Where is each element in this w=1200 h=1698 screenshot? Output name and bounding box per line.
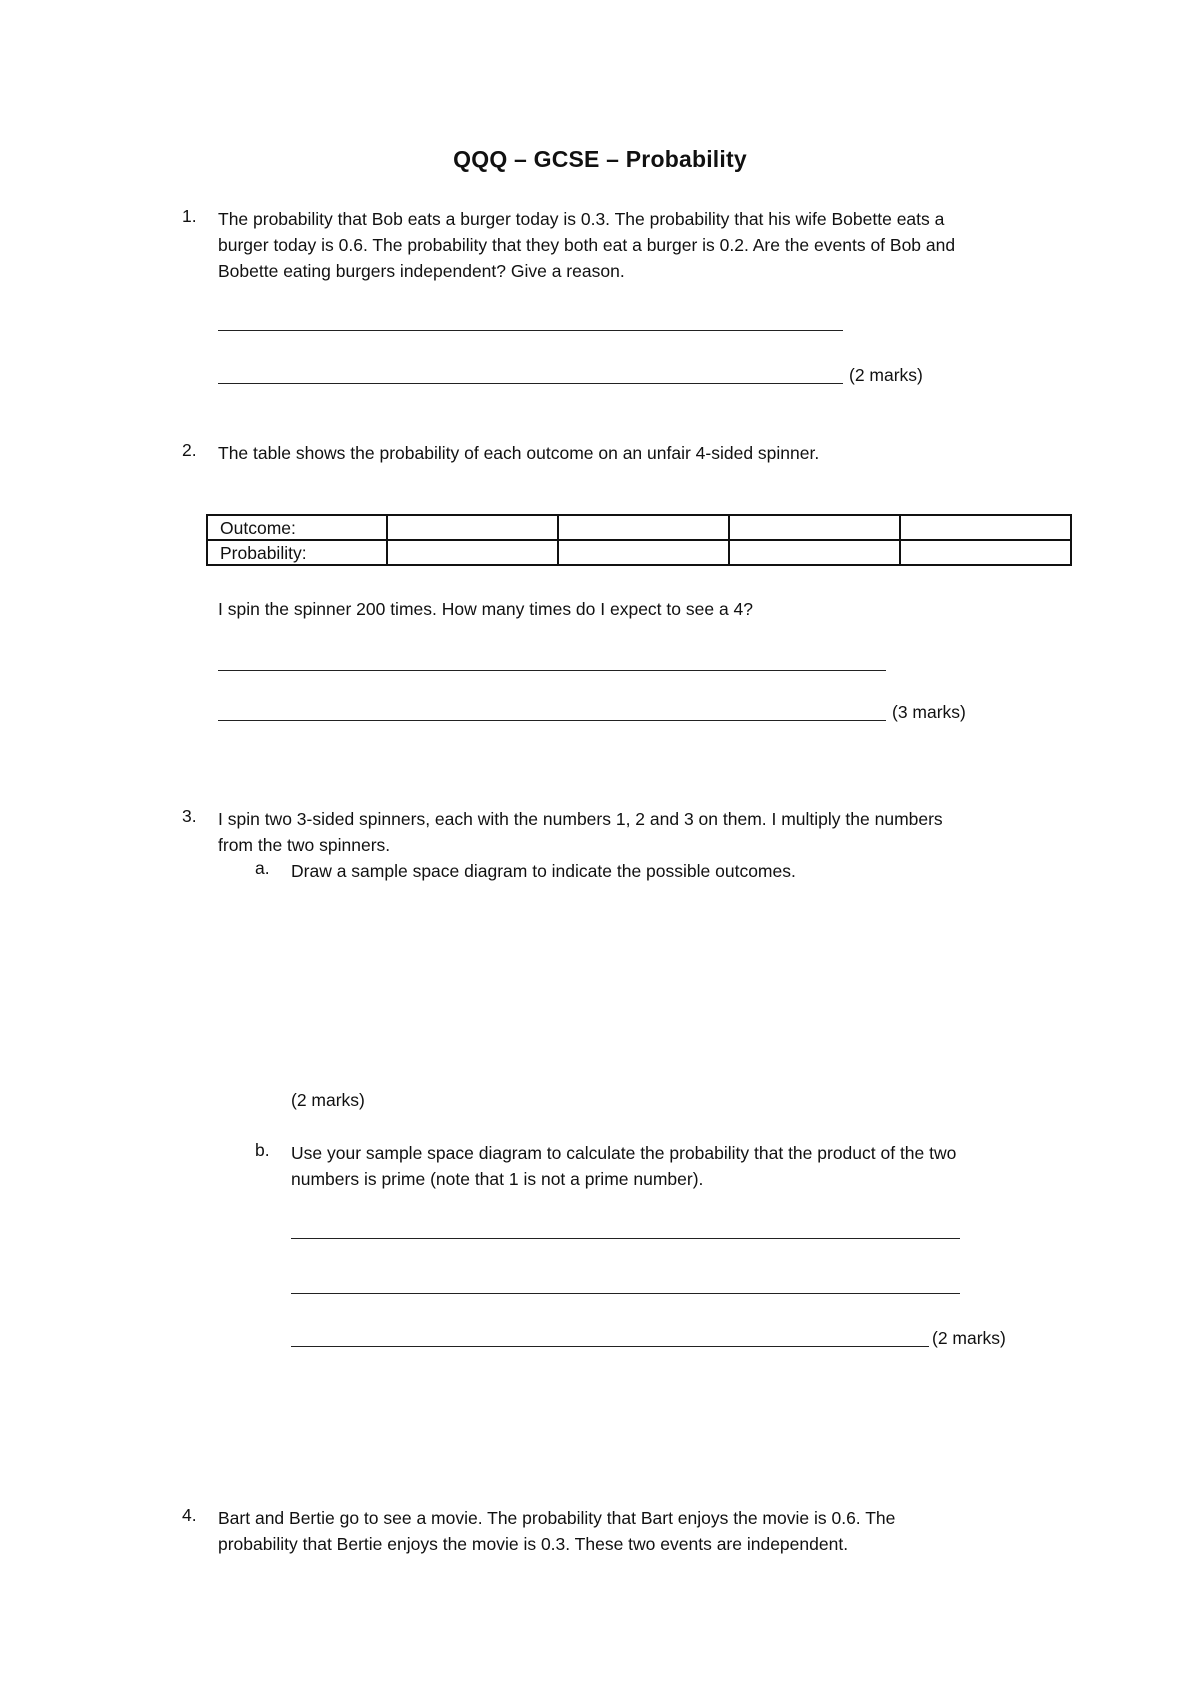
question-4-number: 4.	[182, 1505, 197, 1525]
part-a-text: Draw a sample space diagram to indicate the possible outcomes.	[291, 861, 796, 881]
probability-table	[206, 514, 1072, 566]
probability-cell[interactable]	[558, 540, 729, 565]
part-b-line: Use your sample space diagram to calculate the probability that the product of the two	[291, 1143, 957, 1163]
table-row-outcome	[207, 515, 1071, 540]
question-4-line: probability that Bertie enjoys the movie is 0.3. These two events are independent.	[218, 1534, 849, 1554]
question-1-number: 1.	[182, 206, 197, 226]
part-a-letter: a.	[255, 858, 270, 878]
table-row-label: Outcome:	[207, 515, 387, 540]
answer-line[interactable]	[291, 1238, 960, 1239]
page-title: QQQ – GCSE – Probability	[453, 146, 747, 172]
outcome-cell[interactable]	[729, 515, 900, 540]
question-2-marks: (3 marks)	[892, 702, 966, 722]
question-2-intro: The table shows the probability of each outcome on an unfair 4-sided spinner.	[218, 443, 820, 463]
outcome-cell[interactable]	[387, 515, 558, 540]
outcome-cell[interactable]	[558, 515, 729, 540]
outcome-cell[interactable]	[900, 515, 1071, 540]
probability-cell[interactable]	[900, 540, 1071, 565]
answer-line[interactable]	[218, 330, 843, 331]
question-1-line: Bobette eating burgers independent? Give a reason.	[218, 261, 625, 281]
table-row-label: Probability:	[207, 540, 387, 565]
question-1-text	[218, 206, 1098, 284]
question-1-line: burger today is 0.6. The probability that they both eat a burger is 0.2. Are the events of Bob and	[218, 235, 956, 255]
table-row-probability	[207, 540, 1071, 565]
answer-line[interactable]	[291, 1293, 960, 1294]
question-3-number: 3.	[182, 806, 197, 826]
question-3-text	[218, 806, 1098, 858]
answer-line[interactable]	[218, 383, 843, 384]
part-b-line: numbers is prime (note that 1 is not a prime number).	[291, 1169, 704, 1189]
probability-cell[interactable]	[729, 540, 900, 565]
answer-line[interactable]	[218, 670, 886, 671]
question-4-line: Bart and Bertie go to see a movie. The probability that Bart enjoys the movie is 0.6. The	[218, 1508, 896, 1528]
part-b-marks: (2 marks)	[932, 1328, 1006, 1348]
question-3-line: I spin two 3-sided spinners, each with the numbers 1, 2 and 3 on them. I multiply the numbers	[218, 809, 943, 829]
part-b-text	[291, 1140, 1111, 1192]
part-b-letter: b.	[255, 1140, 270, 1160]
question-3-line: from the two spinners.	[218, 835, 391, 855]
question-1-line: The probability that Bob eats a burger today is 0.3. The probability that his wife Bobette eats a	[218, 209, 945, 229]
part-a-marks: (2 marks)	[291, 1090, 365, 1110]
answer-line[interactable]	[218, 720, 886, 721]
question-1-marks: (2 marks)	[849, 365, 923, 385]
question-2-number: 2.	[182, 440, 197, 460]
probability-cell[interactable]	[387, 540, 558, 565]
question-2-question: I spin the spinner 200 times. How many times do I expect to see a 4?	[218, 599, 753, 619]
question-4-text	[218, 1505, 1098, 1557]
answer-line[interactable]	[291, 1346, 929, 1347]
